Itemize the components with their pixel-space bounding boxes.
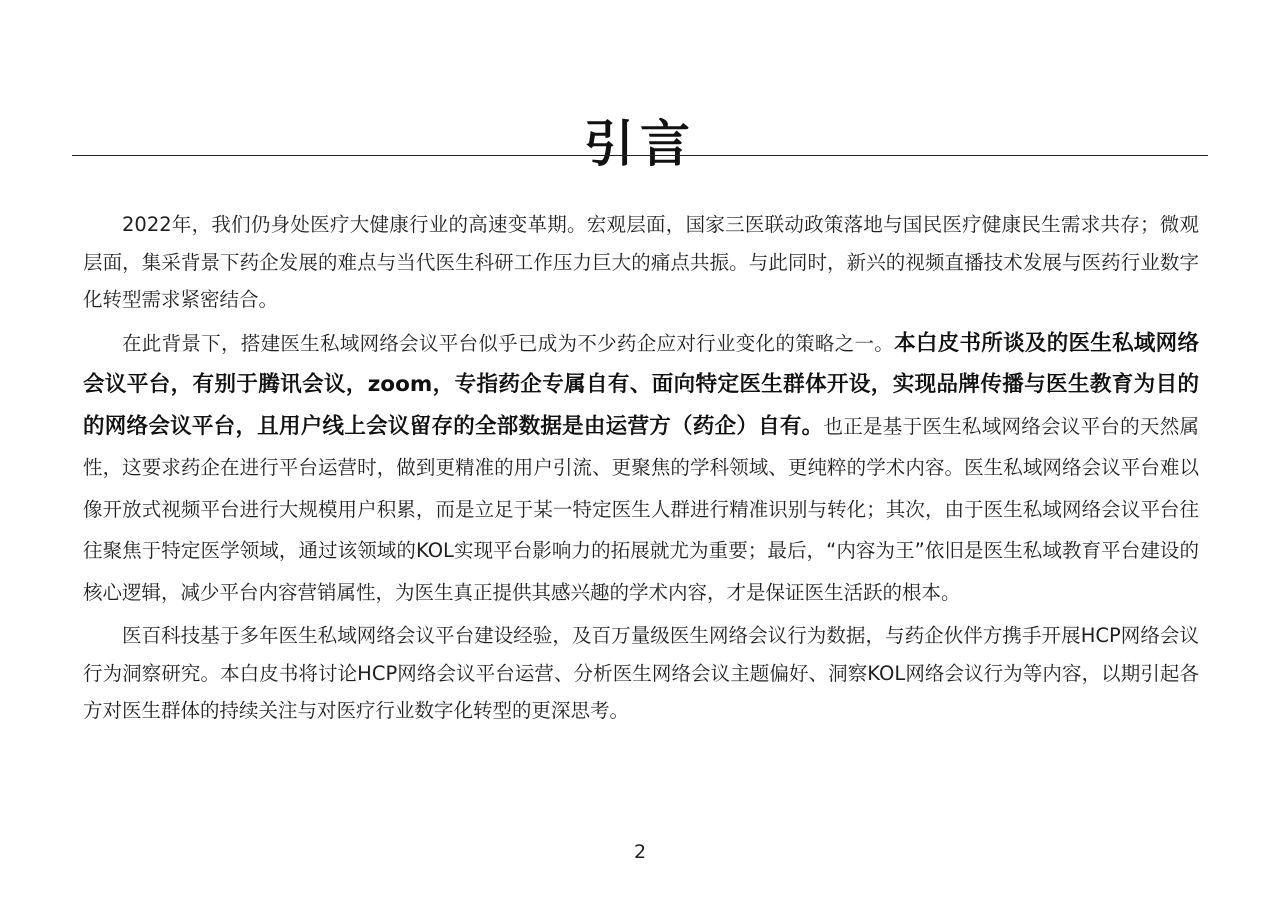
paragraph-2-lead: 在此背景下，搭建医生私域网络会议平台似乎已成为不少药企应对行业变化的策略之一。	[122, 331, 895, 355]
paragraph-3: 医百科技基于多年医生私域网络会议平台建设经验，及百万量级医生网络会议行为数据，与药企伙伴方携手开展HCP网络会议行为洞察研究。本白皮书将讨论HCP网络会议平台运营、分析医生网络会议主题偏好、洞察KOL网络会议行为等内容，以期引起各方对医生群体的持续关注与对医疗行业数字化转型的更深思考。	[83, 624, 1199, 722]
page-number: 2	[633, 841, 647, 863]
paragraph-2	[83, 323, 1199, 614]
paragraph-1: 2022年，我们仍身处医疗大健康行业的高速变革期。宏观层面，国家三医联动政策落地与国民医疗健康民生需求共存；微观层面，集采背景下药企发展的难点与当代医生科研工作压力巨大的痛点共振。与此同时，新兴的视频直播技术发展与医药行业数字化转型需求紧密结合。	[83, 213, 1199, 311]
paragraph-2-bold-statement: 本白皮书所谈及的医生私域网络会议平台，有别于腾讯会议，zoom，专指药企专属自有、面向特定医生群体开设，实现品牌传播与医生教育为目的的网络会议平台，且用户线上会议留存的全部数据是由运营方（药企）自有。	[83, 330, 1199, 439]
body-text	[83, 206, 1199, 730]
paragraph-2-tail: 也正是基于医生私域网络会议平台的天然属性，这要求药企在进行平台运营时，做到更精准的用户引流、更聚焦的学科领域、更纯粹的学术内容。医生私域网络会议平台难以像开放式视频平台进行大规模用户积累，而是立足于某一特定医生人群进行精准识别与转化；其次，由于医生私域网络会议平台往往聚焦于特定医学领域，通过该领域的KOL实现平台影响力的拓展就尤为重要；最后，“内容为王”依旧是医生私域教育平台建设的核心逻辑，减少平台内容营销属性，为医生真正提供其感兴趣的学术内容，才是保证医生活跃的根本。	[83, 414, 1199, 604]
title-divider	[72, 155, 1208, 156]
page-title: 引言	[584, 114, 696, 173]
